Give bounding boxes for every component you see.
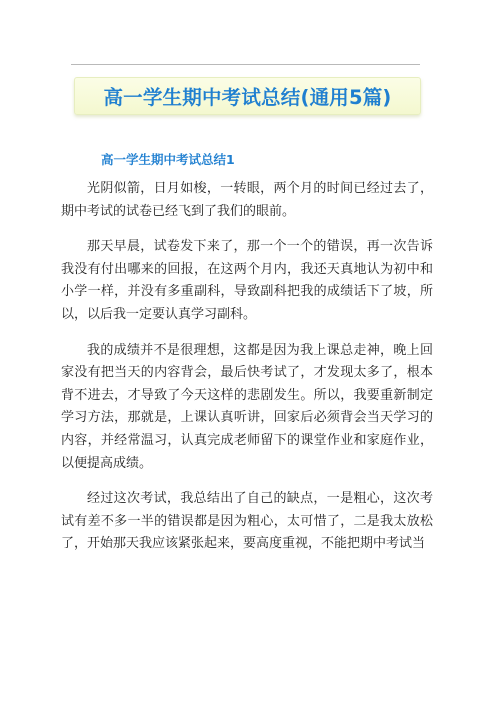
body-text [61, 178, 433, 569]
paragraph: 经过这次考试，我总结出了自己的缺点，一是粗心，这次考试有差不多一半的错误都是因为粗心，太可惜了，二是我太放松了，开始那天我应该紧张起来，要高度重视，不能把期中考试当 [61, 491, 433, 552]
paragraph: 光阴似箭，日月如梭，一转眼，两个月的时间已经过去了，期中考试的试卷已经飞到了我们的眼前。 [61, 181, 433, 219]
section-heading: 高一学生期中考试总结1 [101, 152, 235, 167]
paragraph: 那天早晨，试卷发下来了，那一个一个的错误，再一次告诉我没有付出哪来的回报，在这两个月内，我还天真地认为初中和小学一样，并没有多重副科，导致副科把我的成绩话下了坡，所以，以后我一定要认真学习副科。 [61, 239, 433, 322]
document-title: 高一学生期中考试总结(通用5篇) [74, 77, 421, 115]
paragraph: 我的成绩并不是很理想，这都是因为我上课总走神，晚上回家没有把当天的内容背会，最后快考试了，才发现太多了，根本背不进去，才导致了今天这样的悲剧发生。所以，我要重新制定学习方法，那就是，上课认真听讲，回家后必须背会当天学习的内容，并经常温习，认真完成老师留下的课堂作业和家庭作业，以便提高成绩。 [61, 342, 433, 471]
header-divider [71, 64, 420, 65]
